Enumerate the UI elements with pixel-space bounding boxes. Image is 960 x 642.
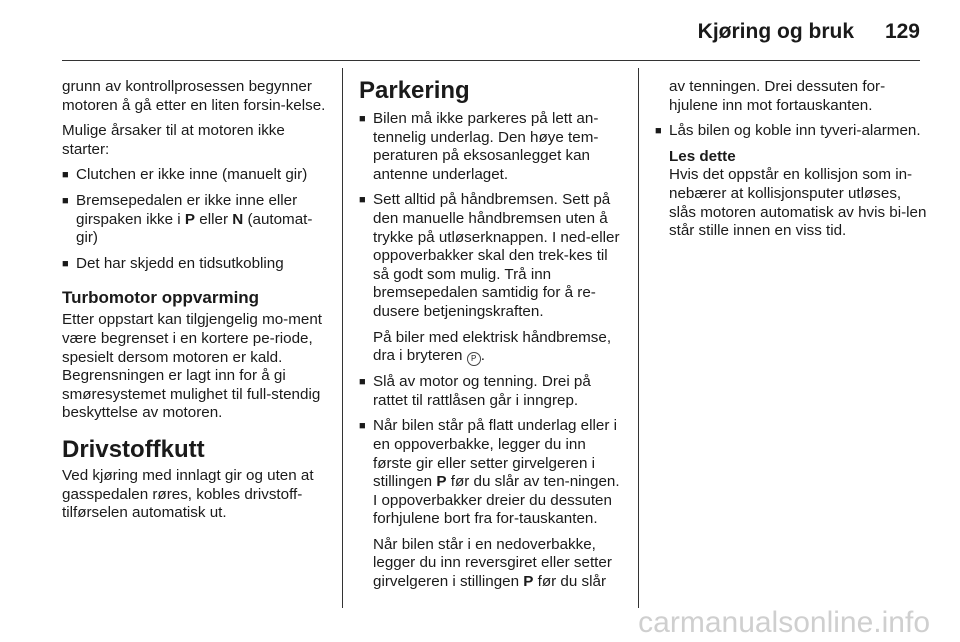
list-item: ■ Når bilen står på flatt underlag eller i en oppoverbakke, legger du inn første gir eller setter girvelgeren i stillingen P før du slår av ten-ningen. I oppoverbakker dreier du dessuten forhjulene bort fra for-tauskanten. Når bilen står i en nedoverbakke, legger du inn reversgiret eller setter girvelgeren i stillingen P før du slår	[359, 417, 627, 591]
page-header	[62, 14, 920, 54]
header-rule	[62, 60, 920, 61]
note-text: Hvis det oppstår en kollisjon som in-nebærer at kollisjonsputer utløses, slås motoren automatisk av hvis bi-len står stille innen en viss tid.	[669, 166, 927, 240]
paragraph: grunn av kontrollprosessen begynner motoren å gå etter en liten forsin-kelse.	[62, 78, 326, 114]
paragraph: Ved kjøring med innlagt gir og uten at gasspedalen røres, kobles drivstoff-tilførselen automatisk ut.	[62, 466, 314, 522]
list-item: ■ Sett alltid på håndbremsen. Sett på den manuelle håndbremsen uten å trykke på utløserknappen. I ned-eller oppoverbakker skal den trek-kes til så godt som mulig. Trå inn bremsepedalen samtidig for å re-dusere betjeningskraften. På biler med elektrisk håndbremse, dra i bryteren P .	[359, 191, 627, 366]
list-item: ■ Det har skjedd en tidsutkobling	[62, 255, 330, 274]
bullet-list	[62, 166, 330, 273]
list-item: ■ Lås bilen og koble inn tyveri-alarmen.	[655, 122, 927, 141]
paragraph: av tenningen. Drei dessuten for-hjulene inn mot fortauskanten.	[669, 78, 886, 114]
paragraph: Mulige årsaker til at motoren ikke starter:	[62, 122, 285, 158]
note-title: Les dette	[669, 147, 736, 165]
column-divider-2	[638, 68, 639, 608]
parking-brake-icon: P	[467, 352, 481, 366]
column-divider-1	[342, 68, 343, 608]
list-item: ■ Clutchen er ikke inne (manuelt gir)	[62, 166, 330, 185]
paragraph: Etter oppstart kan tilgjengelig mo-ment være begrenset i en kortere pe-riode, spesielt dersom motoren er kald. Begrensningen er lagt inn for å gi smøresystemet mulighet til full-stendig beskyttelse av motoren.	[62, 311, 323, 422]
list-item: ■ Bilen må ikke parkeres på lett an-tennelig underlag. Den høye tem-peraturen på eksosanlegget kan antenne underlaget.	[359, 110, 627, 184]
watermark: carmanualsonline.info	[638, 606, 930, 639]
column-3	[655, 78, 927, 248]
heading-parking: Parkering	[359, 77, 470, 104]
list-item: ■ Slå av motor og tenning. Drei på rattet til rattlåsen går i inngrep.	[359, 373, 627, 410]
note-box	[655, 148, 927, 241]
heading-turbo: Turbomotor oppvarming	[62, 288, 260, 308]
bullet-list	[359, 110, 627, 592]
bullet-list	[655, 122, 927, 141]
section-title: Kjøring og bruk	[697, 20, 854, 43]
column-2	[359, 78, 627, 599]
heading-fuel-cut: Drivstoffkutt	[62, 435, 205, 463]
page-number: 129	[884, 20, 920, 43]
list-item: ■ Bremsepedalen er ikke inne eller girspaken ikke i P eller N (automat-gir)	[62, 192, 330, 248]
column-1	[62, 78, 330, 530]
